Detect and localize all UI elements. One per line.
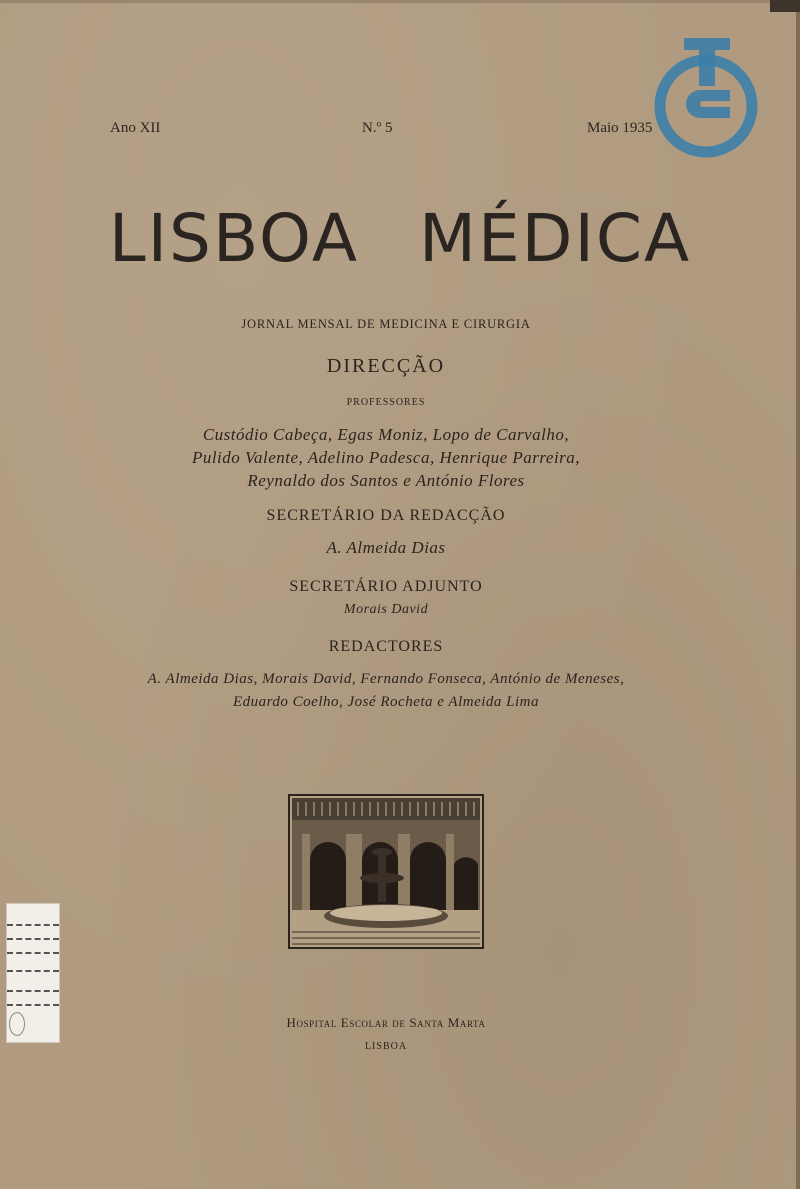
secretario-adjunto-heading: SECRETÁRIO ADJUNTO (289, 578, 483, 595)
redactores-heading: REDACTORES (328, 638, 444, 655)
title-word-lisboa: LISBOA (108, 200, 359, 277)
library-stamp-icon (652, 38, 760, 158)
library-spine-label (6, 903, 60, 1043)
professores-names-line3: Reynaldo dos Santos e António Flores (247, 471, 525, 490)
direccao-heading: DIRECÇÃO (326, 355, 446, 377)
label-rule (7, 1004, 59, 1006)
label-punch-hole (9, 1012, 25, 1036)
publication-city: LISBOA (364, 1041, 408, 1052)
hospital-name: Hospital Escolar de Santa Marta (286, 1015, 486, 1030)
title-word-medica: MÉDICA (419, 200, 692, 277)
cloister-woodcut-illustration (288, 794, 484, 949)
label-rule (7, 990, 59, 992)
redactores-line1: A. Almeida Dias, Morais David, Fernando Fonseca, António de Meneses, (147, 671, 625, 687)
label-rule (7, 970, 59, 972)
paper-edge-right (796, 0, 800, 1189)
label-rule (7, 924, 59, 926)
professores-names-line2: Pulido Valente, Adelino Padesca, Henrique Parreira, (191, 448, 581, 467)
professores-names-line1: Custódio Cabeça, Egas Moniz, Lopo de Carvalho, (202, 425, 570, 444)
secretario-redaccao-heading: SECRETÁRIO DA REDACÇÃO (266, 507, 506, 524)
label-rule (7, 938, 59, 940)
issue-number: N.º 5 (362, 120, 393, 136)
secretario-adjunto-name: Morais David (343, 602, 429, 617)
issue-year: Ano XII (110, 120, 161, 136)
paper-corner (770, 0, 800, 12)
label-rule (7, 952, 59, 954)
issue-date: Maio 1935 (587, 120, 653, 136)
secretario-redaccao-name: A. Almeida Dias (326, 538, 446, 557)
journal-title (0, 200, 800, 277)
professores-heading: PROFESSORES (346, 397, 426, 408)
paper-edge-top (0, 0, 800, 3)
redactores-line2: Eduardo Coelho, José Rocheta e Almeida Lima (232, 694, 540, 710)
journal-subtitle: JORNAL MENSAL DE MEDICINA E CIRURGIA (241, 317, 531, 331)
